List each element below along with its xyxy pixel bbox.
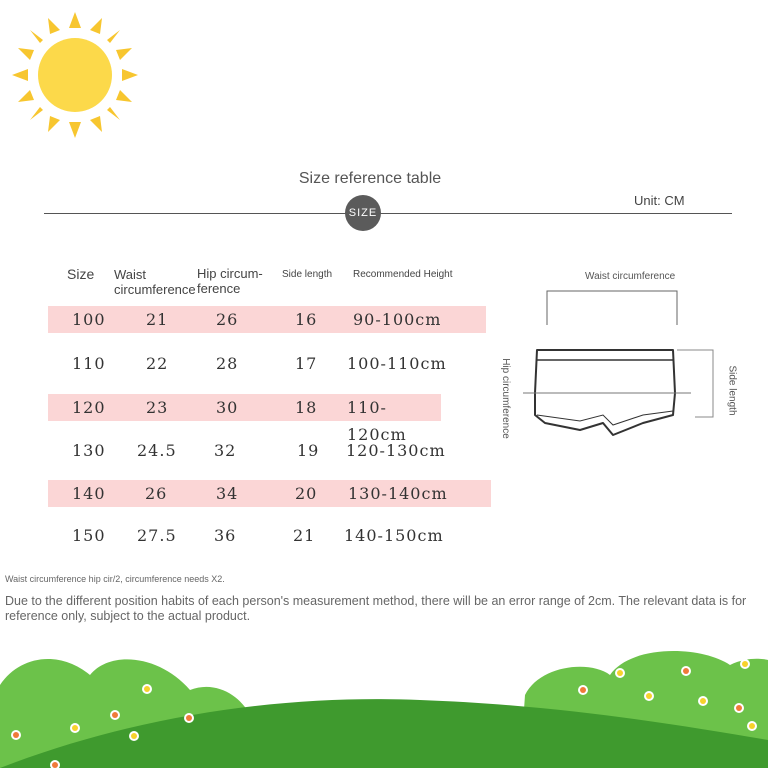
- cell-side: 16: [295, 310, 318, 329]
- cell-height: 140-150cm: [344, 526, 444, 545]
- waist-circumference-label: Waist circumference: [585, 271, 676, 282]
- divider: [44, 213, 732, 214]
- hills-illustration: [0, 640, 768, 768]
- shorts-diagram: [499, 265, 738, 465]
- cell-size: 120: [72, 398, 106, 417]
- cell-side: 20: [295, 484, 318, 503]
- cell-side: 17: [295, 354, 318, 373]
- disclaimer-note: Due to the different position habits of each person's measurement method, there will be an error range of 2cm. The relevant data is for reference only, subject to the actual product.: [5, 594, 747, 623]
- cell-height: 130-140cm: [348, 484, 448, 503]
- unit-label: Unit: CM: [634, 193, 685, 208]
- hip-circumference-label: Hip circumference: [499, 358, 511, 439]
- cell-waist: 26: [145, 484, 168, 503]
- sun-icon: [10, 10, 140, 140]
- cell-size: 100: [72, 310, 106, 329]
- header-side-length: Side length: [282, 269, 333, 280]
- cell-hip: 36: [214, 526, 237, 545]
- size-badge: SIZE: [345, 195, 381, 231]
- cell-waist: 21: [146, 310, 169, 329]
- table-row: [48, 437, 486, 464]
- cell-height: 100-110cm: [347, 354, 447, 373]
- cell-waist: 27.5: [137, 526, 177, 545]
- cell-height: 110-120cm: [347, 398, 407, 444]
- cell-size: 110: [72, 354, 106, 373]
- table-row: [48, 306, 486, 333]
- shorts-outline-icon: [505, 265, 725, 465]
- cell-size: 140: [72, 484, 106, 503]
- cell-size: 150: [72, 526, 106, 545]
- page-title: Size reference table: [298, 170, 442, 187]
- table-row: [48, 350, 486, 377]
- table-row: [48, 394, 441, 444]
- header-size: Size: [67, 266, 95, 282]
- header-hip: Hip circum- ference: [197, 266, 263, 296]
- cell-waist: 22: [146, 354, 169, 373]
- cell-waist: 24.5: [137, 441, 177, 460]
- cell-hip: 34: [216, 484, 239, 503]
- table-row: [48, 480, 491, 507]
- cell-height: 120-130cm: [346, 441, 446, 460]
- header-waist: Waist circumference: [114, 267, 196, 297]
- cell-side: 18: [295, 398, 318, 417]
- cell-hip: 26: [216, 310, 239, 329]
- cell-hip: 32: [214, 441, 237, 460]
- header-recommended-height: Recommended Height: [353, 269, 453, 280]
- cell-size: 130: [72, 441, 106, 460]
- cell-hip: 30: [216, 398, 239, 417]
- measurement-note: Waist circumference hip cir/2, circumference needs X2.: [5, 574, 225, 584]
- cell-hip: 28: [216, 354, 239, 373]
- cell-side: 19: [297, 441, 320, 460]
- cell-height: 90-100cm: [353, 310, 442, 329]
- table-row: [48, 522, 486, 549]
- cell-side: 21: [293, 526, 316, 545]
- cell-waist: 23: [146, 398, 169, 417]
- side-length-label: Side length: [726, 365, 738, 416]
